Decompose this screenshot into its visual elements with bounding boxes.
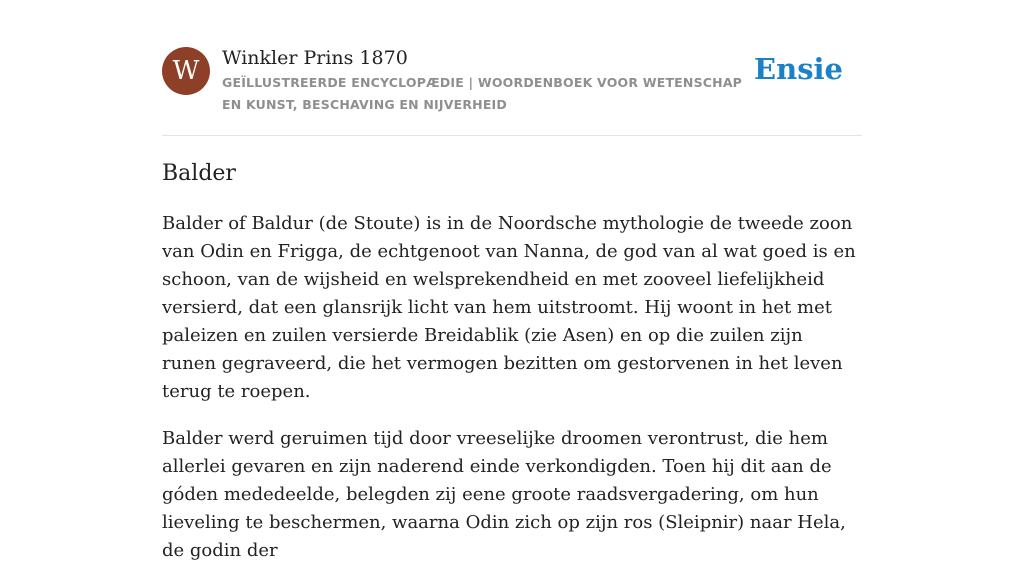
source-header [162, 46, 862, 136]
article-paragraph: Balder werd geruimen tijd door vreeselijke droomen verontrust, die hem allerlei gevaren en zijn naderend einde verkondigden. Toen hij dit aan de góden mededeelde, belegden zij eene groote raadsvergadering, om hun lieveling te beschermen, waarna Odin zich op zijn ros (Sleipnir) naar Hela, de godin der [162, 428, 846, 561]
article [162, 160, 862, 565]
source-avatar[interactable]: W [162, 47, 210, 95]
source-subtitle: GEÏLLUSTREERDE ENCYCLOPÆDIE | WOORDENBOEK VOOR WETENSCHAP EN KUNST, BESCHAVING EN NIJVERHEID [222, 75, 743, 112]
source-title[interactable]: Winkler Prins 1870 [222, 47, 408, 69]
ensie-logo-link[interactable]: Ensie [754, 52, 843, 86]
source-info [222, 46, 752, 116]
article-paragraph: Balder of Baldur (de Stoute) is in de Noordsche mythologie de tweede zoon van Odin en Frigga, de echtgenoot van Nanna, de god van al wat goed is en schoon, van de wijsheid en welsprekendheid en met zooveel liefelijkheid versierd, dat een glansrijk licht van hem uitstroomt. Hij woont in het met paleizen en zuilen versierde Breidablik (zie Asen) en op die zuilen zijn runen gegraveerd, die het vermogen bezitten om gestorvenen in het leven terug te roepen. [162, 213, 856, 402]
page [162, 0, 862, 565]
article-title: Balder [162, 161, 236, 186]
article-body [162, 210, 862, 565]
